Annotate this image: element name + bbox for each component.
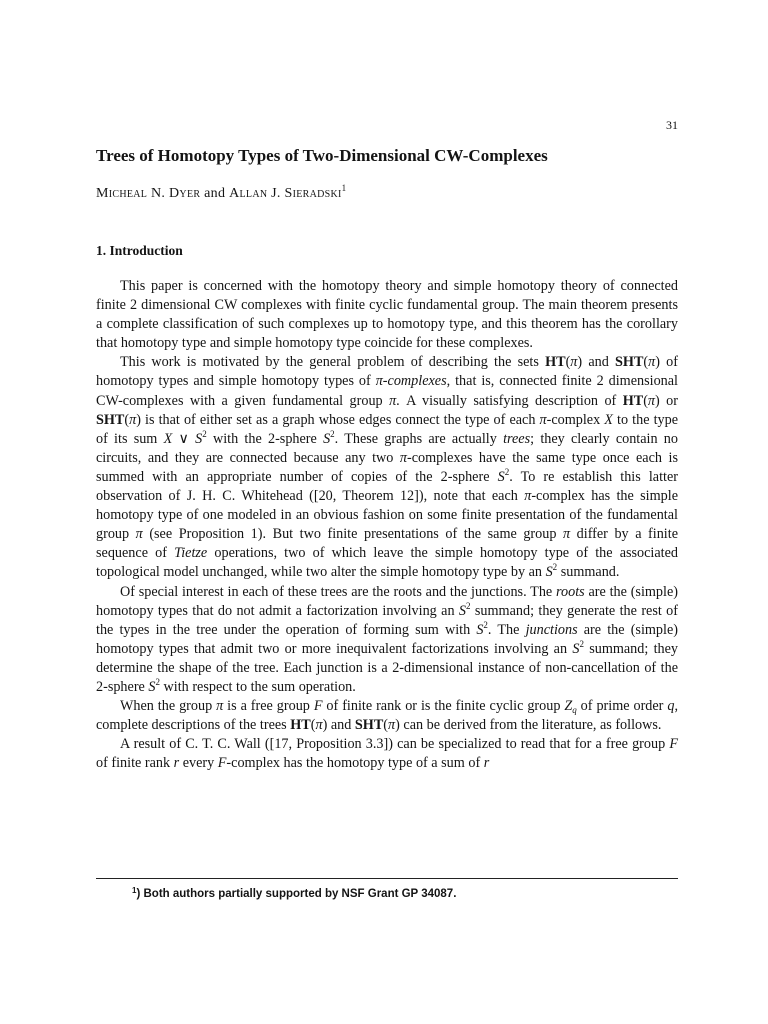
- author-name: Micheal N. Dyer: [96, 186, 201, 201]
- author-line: [96, 183, 347, 202]
- body-text: [96, 277, 678, 773]
- footnote-divider: [96, 878, 678, 879]
- footnote: $^1$) Both authors partially supported by NSF Grant GP 34087.: [132, 886, 457, 900]
- page-number: 31: [666, 118, 678, 132]
- paragraph: Of special interest in each of these trees are the roots and the junctions. The roots are the (simple) homotopy types that do not admit a factorization involving an $S^2$ summand; they generate the rest of the types in the tree under the operation of forming sum with $S^2$. The junctions are the (simple) homotopy types that admit two or more inequivalent factorizations involving an $S^2$ summand; they determine the shape of the tree. Each junction is a 2-dimensional instance of non-cancellation of the 2-sphere $S^2$ with respect to the sum operation.: [96, 583, 679, 695]
- paper-title: Trees of Homotopy Types of Two-Dimensional CW-Complexes: [96, 146, 548, 165]
- author-footnote-mark: 1: [341, 183, 347, 193]
- author-name: Allan J. Sieradski: [229, 186, 342, 201]
- footnote-mark: 1: [132, 886, 137, 895]
- paragraph: A result of C. T. C. Wall ([17, Proposition 3.3]) can be specialized to read that for a free group F of finite rank r every F-complex has the homotopy type of a sum of r: [96, 736, 678, 772]
- section-heading: 1. Introduction: [96, 243, 183, 258]
- paragraph: This work is motivated by the general problem of describing the sets HT(π) and SHT(π) of homotopy types and simple homotopy types of π-complexes, that is, connected finite 2 dimensional CW-complexes with a given fundamental group π. A visually satisfying description of HT(π) or SHT(π) is that of either set as a graph whose edges connect the type of each π-complex X to the type of its sum X ∨ $S^2$ with the 2-sphere $S^2$. These graphs are actually trees; they clearly contain no circuits, and they are connected because any two π-complexes have the same type once each is summed with an appropriate number of copies of the 2-sphere $S^2$. To re establish this latter observation of J. H. C. Whitehead ([20, Theorem 12]), note that each π-complex has the simple homotopy type of one modeled in an obvious fashion on some finite presentation of the fundamental group π (see Proposition 1). But two finite presentations of the same group π differ by a finite sequence of Tietze operations, two of which leave the simple homotopy type of the associated topological model unchanged, while two alter the simple homotopy type by an $S^2$ summand.: [96, 354, 679, 581]
- author-conjunction: and: [204, 186, 226, 201]
- footnote-text: Both authors partially supported by NSF Grant GP 34087.: [143, 888, 457, 900]
- paragraph: When the group π is a free group F of finite rank or is the finite cyclic group $Z_q$ of prime order q, complete descriptions of the trees HT(π) and SHT(π) can be derived from the literature, as follows.: [96, 698, 678, 734]
- paragraph: This paper is concerned with the homotopy theory and simple homotopy theory of connected finite 2 dimensional CW complexes with finite cyclic fundamental group. The main theorem presents a complete classification of such complexes up to homotopy type, and this theorem has the corollary that homotopy type and simple homotopy type coincide for these complexes.: [96, 278, 678, 352]
